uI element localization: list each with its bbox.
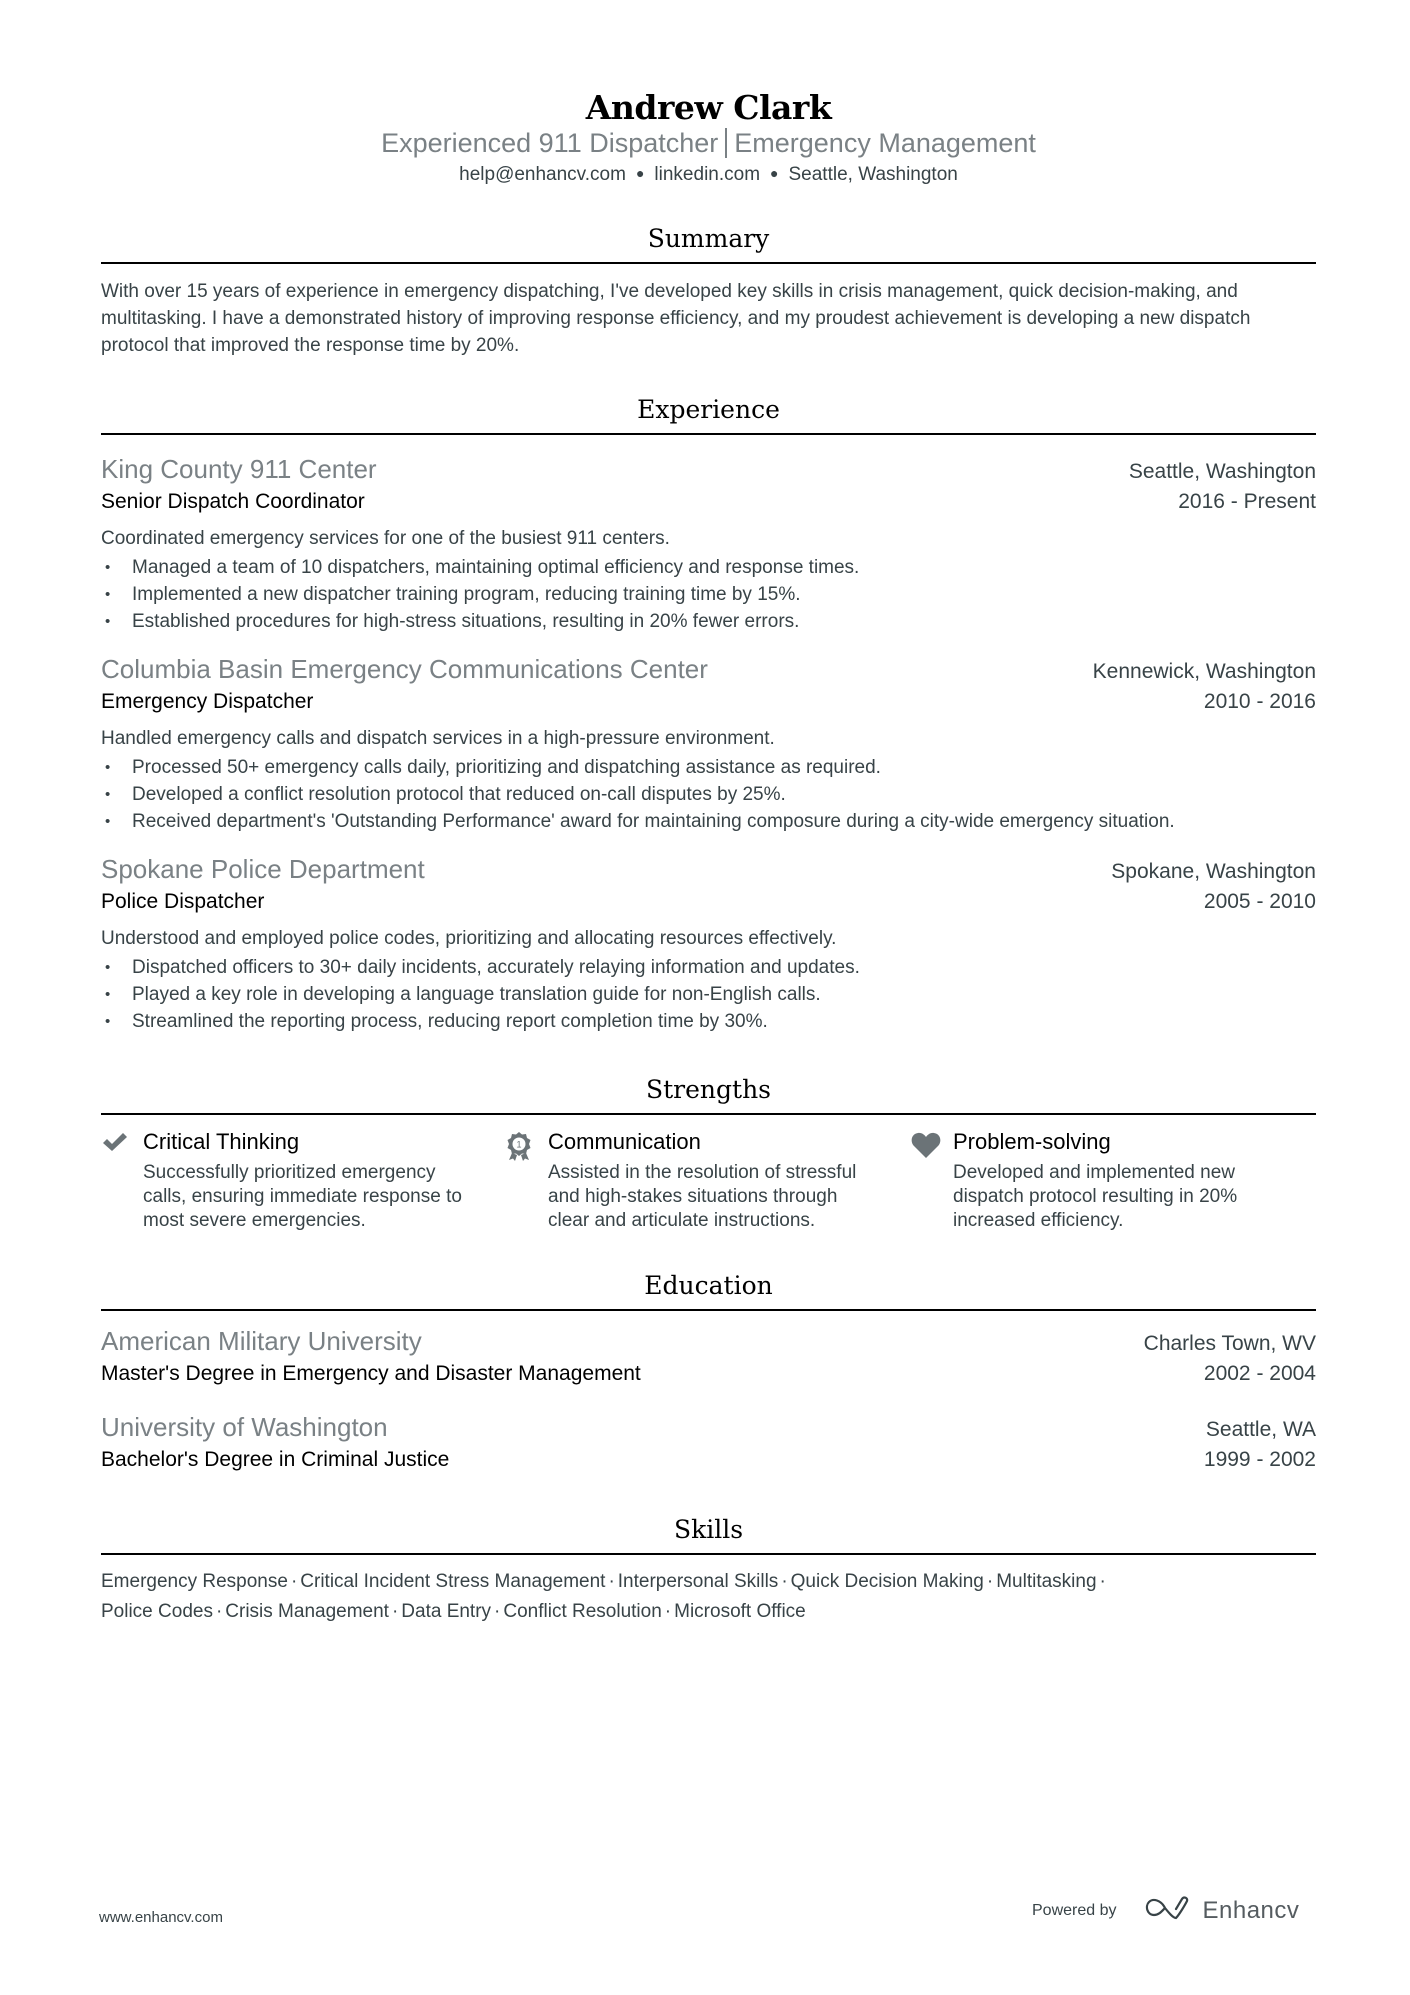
title-primary: Experienced 911 Dispatcher [381, 128, 719, 158]
job-description: Handled emergency calls and dispatch services in a high-pressure environment. [101, 728, 775, 749]
job-description: Coordinated emergency services for one of the busiest 911 centers. [101, 528, 670, 549]
skill-tag: Police Codes [101, 1601, 213, 1622]
skill-tag: Quick Decision Making [790, 1571, 984, 1592]
job-role: Emergency Dispatcher [101, 690, 314, 713]
title-divider [725, 128, 727, 158]
strength-item [506, 1127, 911, 1233]
brand-name: Enhancv [1202, 1896, 1300, 1924]
school-name: American Military University [101, 1326, 422, 1356]
skill-tag: Critical Incident Stress Management [300, 1571, 606, 1592]
skill-tag: Microsoft Office [674, 1601, 806, 1622]
job-description: Understood and employed police codes, prioritizing and allocating resources effectively. [101, 928, 837, 949]
skills-section [101, 1513, 1316, 1627]
company-name: Columbia Basin Emergency Communications Center [101, 654, 708, 684]
job-dates: 2010 - 2016 [1203, 690, 1316, 713]
strength-title: Communication [548, 1129, 701, 1154]
job-bullet: • Received department's 'Outstanding Performance' award for maintaining composure during a city-wide emergency situation. [101, 808, 1316, 835]
skill-tag: Data Entry [401, 1601, 492, 1622]
strength-title: Critical Thinking [143, 1129, 300, 1154]
title-secondary: Emergency Management [734, 128, 1036, 158]
skills-line: Police Codes · Crisis Management · Data Entry · Conflict Resolution · Microsoft Office [101, 1601, 806, 1622]
skill-tag: Multitasking [996, 1571, 1097, 1592]
job-bullet: • Streamlined the reporting process, reducing report completion time by 30%. [101, 1008, 1316, 1035]
enhancv-logo-icon [1143, 1895, 1191, 1926]
candidate-title [101, 126, 1316, 160]
job-bullet: • Developed a conflict resolution protocol that reduced on-call disputes by 25%. [101, 781, 1316, 808]
job-bullet: • Played a key role in developing a language translation guide for non-English calls. [101, 981, 1316, 1008]
job-bullet: • Implemented a new dispatcher training program, reducing training time by 15%. [101, 581, 1316, 608]
contact-linkedin[interactable]: linkedin.com [654, 164, 761, 185]
job-bullet: • Dispatched officers to 30+ daily incidents, accurately relaying information and updates. [101, 954, 1316, 981]
strengths-grid [101, 1127, 1316, 1233]
powered-by-label: Powered by [1032, 1901, 1117, 1919]
footer-branding[interactable] [1032, 1895, 1299, 1926]
strength-description: Assisted in the resolution of stressful and high-stakes situations through clear and articulate instructions. [548, 1162, 857, 1231]
contact-separator: ● [635, 165, 645, 181]
experience-entry [101, 851, 1316, 1035]
section-heading-experience: Experience [101, 393, 1316, 435]
job-bullet: • Managed a team of 10 dispatchers, maintaining optimal efficiency and response times. [101, 554, 1316, 581]
school-name: University of Washington [101, 1412, 388, 1442]
skill-tag: Emergency Response [101, 1571, 288, 1592]
skills-line: Emergency Response · Critical Incident Stress Management · Interpersonal Skills · Quick Decision Making · Multitasking · [101, 1571, 1106, 1592]
award-ribbon-icon [506, 1127, 548, 1233]
job-location: Spokane, Washington [1111, 860, 1316, 883]
footer-website-link[interactable]: www.enhancv.com [99, 1909, 223, 1926]
job-location: Kennewick, Washington [1092, 660, 1316, 683]
school-location: Charles Town, WV [1143, 1332, 1316, 1355]
heart-icon [911, 1127, 953, 1233]
education-dates: 2002 - 2004 [1203, 1362, 1316, 1385]
section-heading-education: Education [101, 1269, 1316, 1311]
experience-entry [101, 651, 1316, 835]
job-dates: 2005 - 2010 [1203, 890, 1316, 913]
candidate-name: Andrew Clark [585, 88, 832, 127]
job-bullets [101, 554, 1316, 635]
strength-title: Problem-solving [953, 1129, 1111, 1154]
resume-page [101, 0, 1316, 1627]
section-heading-strengths: Strengths [101, 1073, 1316, 1115]
job-bullets [101, 754, 1316, 835]
strength-item [911, 1127, 1316, 1233]
experience-section [101, 393, 1316, 1035]
company-name: King County 911 Center [101, 454, 377, 484]
job-bullet: • Processed 50+ emergency calls daily, prioritizing and dispatching assistance as required. [101, 754, 1316, 781]
strength-item [101, 1127, 506, 1233]
checkmark-icon [101, 1127, 143, 1233]
education-section [101, 1269, 1316, 1475]
contact-separator: ● [770, 165, 779, 181]
contact-email[interactable]: help@enhancv.com [459, 164, 626, 185]
strength-description: Successfully prioritized emergency calls, ensuring immediate response to most severe emergencies. [143, 1162, 462, 1231]
education-entry [101, 1323, 1316, 1389]
contact-location: Seattle, Washington [788, 164, 958, 185]
degree-name: Bachelor's Degree in Criminal Justice [101, 1448, 450, 1471]
skill-tag: Conflict Resolution [503, 1601, 662, 1622]
job-location: Seattle, Washington [1128, 460, 1316, 483]
svg-text:1: 1 [516, 1139, 522, 1150]
school-location: Seattle, WA [1205, 1418, 1316, 1441]
section-heading-summary: Summary [101, 222, 1316, 264]
company-name: Spokane Police Department [101, 854, 425, 884]
skill-tag: Crisis Management [225, 1601, 389, 1622]
education-dates: 1999 - 2002 [1203, 1448, 1316, 1471]
section-heading-skills: Skills [101, 1513, 1316, 1555]
job-bullets [101, 954, 1316, 1035]
job-role: Senior Dispatch Coordinator [101, 490, 365, 513]
summary-text: With over 15 years of experience in emergency dispatching, I've developed key skills in crisis management, quick decision-making, and multitasking. I have a demonstrated history of improving response efficiency, and my proudest achievement is developing a new dispatch protocol that improved the response time by 20%. [101, 281, 1251, 356]
degree-name: Master's Degree in Emergency and Disaster Management [101, 1362, 641, 1385]
resume-header [101, 0, 1316, 188]
skill-tag: Interpersonal Skills [617, 1571, 779, 1592]
education-entry [101, 1409, 1316, 1475]
contact-line [101, 160, 1316, 188]
strength-description: Developed and implemented new dispatch protocol resulting in 20% increased efficiency. [953, 1162, 1238, 1231]
summary-section [101, 222, 1316, 359]
skills-list [101, 1567, 1316, 1627]
strengths-section [101, 1073, 1316, 1233]
job-dates: 2016 - Present [1178, 490, 1316, 513]
experience-entry [101, 451, 1316, 635]
job-role: Police Dispatcher [101, 890, 265, 913]
job-bullet: • Established procedures for high-stress situations, resulting in 20% fewer errors. [101, 608, 1316, 635]
